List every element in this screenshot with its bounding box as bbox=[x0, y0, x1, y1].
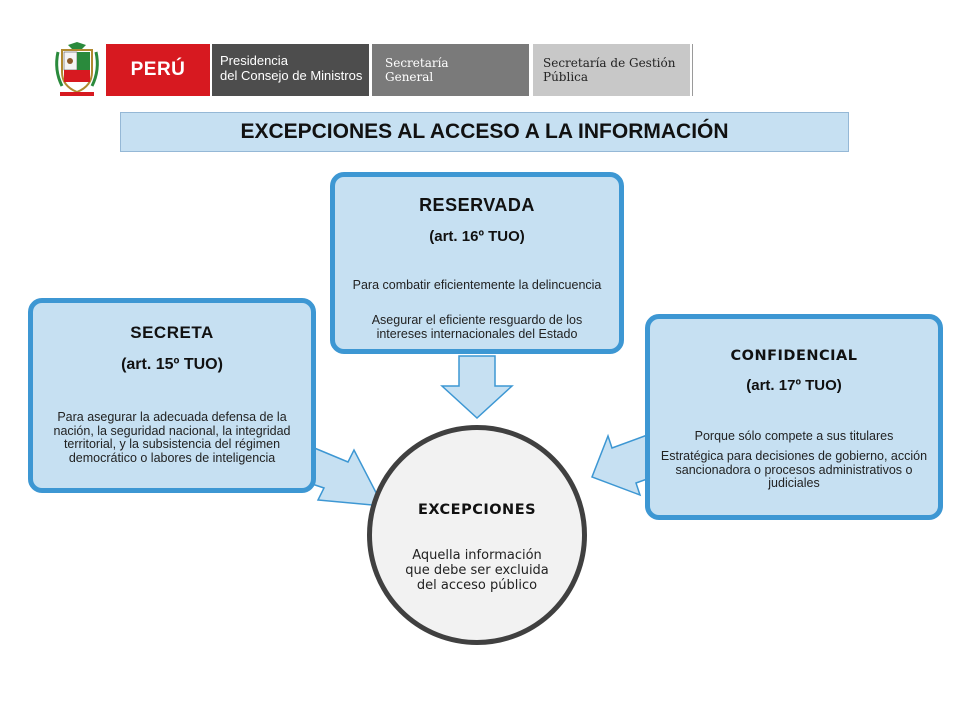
reservada-article: (art. 16º TUO) bbox=[429, 228, 525, 245]
confidencial-box bbox=[645, 314, 943, 520]
arrow-left-from-confidencial bbox=[592, 434, 650, 495]
secreta-box bbox=[28, 298, 316, 493]
page-title-text: EXCEPCIONES AL ACCESO A LA INFORMACIÓN bbox=[240, 120, 729, 143]
confidencial-description-2: Estratégica para decisiones de gobierno, acción sancionadora o procesos administrativos o judiciales bbox=[660, 449, 928, 490]
excepciones-circle bbox=[367, 425, 587, 645]
excepciones-title: EXCEPCIONES bbox=[417, 502, 537, 518]
confidencial-description-1: Porque sólo compete a sus titulares bbox=[694, 429, 894, 443]
excepciones-description: Aquella información que debe ser excluida del acceso público bbox=[405, 548, 549, 593]
secreta-title: SECRETA bbox=[130, 323, 214, 342]
reservada-description-1: Para combatir eficientemente la delincuencia bbox=[352, 278, 602, 292]
arrow-right-from-secreta bbox=[306, 447, 383, 506]
sgp-label-line1: Secretaría de Gestión bbox=[543, 56, 676, 70]
arrow-down-from-reservada bbox=[442, 356, 512, 418]
sg-label-line1: Secretaría bbox=[385, 56, 449, 70]
secreta-description: Para asegurar la adecuada defensa de la nación, la seguridad nacional, la integridad territorial, y la subsistencia del régimen democrático o labores de inteligencia bbox=[53, 410, 291, 465]
pcm-label-line2: del Consejo de Ministros bbox=[220, 68, 363, 83]
confidencial-title: CONFIDENCIAL bbox=[730, 348, 858, 364]
peru-label: PERÚ bbox=[130, 59, 186, 80]
sgp-label-line2: Pública bbox=[543, 70, 589, 84]
reservada-box bbox=[330, 172, 624, 354]
reservada-title: RESERVADA bbox=[419, 195, 535, 215]
confidencial-article: (art. 17º TUO) bbox=[746, 377, 842, 394]
secreta-article: (art. 15º TUO) bbox=[121, 356, 223, 373]
sg-label-line2: General bbox=[385, 70, 434, 84]
pcm-label-line1: Presidencia bbox=[220, 53, 288, 68]
reservada-description-2: Asegurar el eficiente resguardo de los intereses internacionales del Estado bbox=[371, 313, 583, 341]
